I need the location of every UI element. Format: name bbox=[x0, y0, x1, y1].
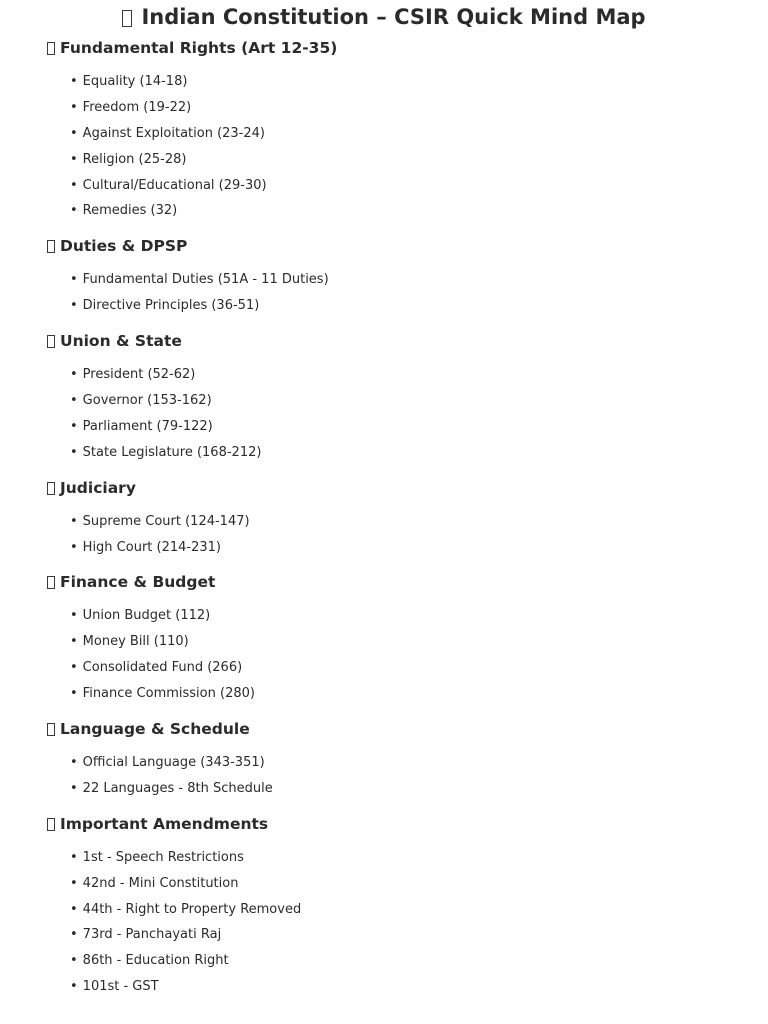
missing-glyph-icon bbox=[47, 240, 55, 253]
list-item-text: Parliament (79-122) bbox=[82, 418, 213, 434]
bullet: • bbox=[70, 875, 78, 891]
missing-glyph-icon bbox=[47, 818, 55, 831]
list-item-text: 86th - Education Right bbox=[82, 953, 229, 969]
section-language-schedule bbox=[47, 717, 768, 802]
bullet: • bbox=[70, 444, 78, 460]
section-union-state bbox=[47, 329, 768, 466]
list-item bbox=[70, 655, 768, 681]
page-title-text: Indian Constitution – CSIR Quick Mind Map bbox=[141, 5, 646, 29]
list-item-text: Cultural/Educational (29-30) bbox=[82, 177, 267, 193]
list-item bbox=[70, 173, 768, 199]
bullet: • bbox=[70, 979, 78, 995]
bullet: • bbox=[70, 953, 78, 969]
section-heading bbox=[47, 329, 768, 354]
bullet: • bbox=[70, 780, 78, 796]
list-item bbox=[70, 897, 768, 923]
bullet: • bbox=[70, 393, 78, 409]
section-finance-budget bbox=[47, 570, 768, 707]
section-list bbox=[70, 267, 768, 319]
section-judiciary bbox=[47, 476, 768, 561]
list-item bbox=[70, 845, 768, 871]
list-item-text: Governor (153-162) bbox=[82, 393, 212, 409]
bullet: • bbox=[70, 272, 78, 288]
list-item bbox=[70, 750, 768, 776]
bullet: • bbox=[70, 686, 78, 702]
section-heading bbox=[47, 570, 768, 595]
bullet: • bbox=[70, 901, 78, 917]
list-item bbox=[70, 414, 768, 440]
section-heading-text: Judiciary bbox=[60, 478, 136, 497]
bullet: • bbox=[70, 177, 78, 193]
section-heading-text: Important Amendments bbox=[60, 814, 269, 833]
list-item bbox=[70, 95, 768, 121]
bullet: • bbox=[70, 151, 78, 167]
section-list bbox=[70, 845, 768, 1000]
list-item-text: Supreme Court (124-147) bbox=[82, 513, 250, 529]
list-item bbox=[70, 922, 768, 948]
list-item bbox=[70, 121, 768, 147]
list-item-text: Money Bill (110) bbox=[82, 634, 189, 650]
missing-glyph-icon bbox=[47, 576, 55, 589]
section-heading bbox=[47, 36, 768, 61]
section-heading-text: Duties & DPSP bbox=[60, 237, 188, 256]
list-item-text: State Legislature (168-212) bbox=[82, 444, 262, 460]
list-item-text: Consolidated Fund (266) bbox=[82, 660, 243, 676]
section-list bbox=[70, 603, 768, 707]
section-heading-text: Union & State bbox=[60, 332, 182, 351]
list-item bbox=[70, 776, 768, 802]
list-item bbox=[70, 293, 768, 319]
list-item-text: 44th - Right to Property Removed bbox=[82, 901, 302, 917]
missing-glyph-icon bbox=[47, 42, 55, 55]
list-item-text: 22 Languages - 8th Schedule bbox=[82, 780, 273, 796]
list-item bbox=[70, 535, 768, 561]
bullet: • bbox=[70, 513, 78, 529]
list-item bbox=[70, 603, 768, 629]
page-title bbox=[0, 0, 768, 31]
list-item-text: Religion (25-28) bbox=[82, 151, 187, 167]
list-item bbox=[70, 440, 768, 466]
list-item-text: Against Exploitation (23-24) bbox=[82, 125, 265, 141]
list-item bbox=[70, 388, 768, 414]
section-list bbox=[70, 509, 768, 561]
bullet: • bbox=[70, 99, 78, 115]
bullet: • bbox=[70, 367, 78, 383]
bullet: • bbox=[70, 74, 78, 89]
list-item bbox=[70, 948, 768, 974]
list-item bbox=[70, 69, 768, 95]
bullet: • bbox=[70, 634, 78, 650]
list-item-text: 1st - Speech Restrictions bbox=[82, 849, 244, 865]
list-item bbox=[70, 681, 768, 707]
section-heading bbox=[47, 234, 768, 259]
list-item-text: Official Language (343-351) bbox=[82, 755, 265, 771]
list-item-text: Remedies (32) bbox=[82, 203, 178, 219]
section-heading bbox=[47, 812, 768, 837]
bullet: • bbox=[70, 298, 78, 314]
bullet: • bbox=[70, 539, 78, 555]
section-list bbox=[70, 69, 768, 224]
section-heading-text: Fundamental Rights (Art 12-35) bbox=[60, 39, 338, 57]
list-item bbox=[70, 198, 768, 224]
list-item-text: Directive Principles (36-51) bbox=[82, 298, 260, 314]
list-item bbox=[70, 629, 768, 655]
bullet: • bbox=[70, 927, 78, 943]
list-item-text: 73rd - Panchayati Raj bbox=[82, 927, 222, 943]
list-item-text: Finance Commission (280) bbox=[82, 686, 255, 702]
list-item bbox=[70, 362, 768, 388]
list-item-text: High Court (214-231) bbox=[82, 539, 221, 555]
list-item-text: 42nd - Mini Constitution bbox=[82, 875, 239, 891]
bullet: • bbox=[70, 203, 78, 219]
list-item-text: Equality (14-18) bbox=[82, 74, 188, 89]
section-list bbox=[70, 750, 768, 802]
missing-glyph-icon bbox=[47, 723, 55, 736]
section-heading-text: Language & Schedule bbox=[60, 720, 250, 739]
list-item-text: Freedom (19-22) bbox=[82, 99, 192, 115]
bullet: • bbox=[70, 849, 78, 865]
missing-glyph-icon bbox=[122, 10, 132, 27]
section-heading-text: Finance & Budget bbox=[60, 573, 216, 592]
list-item-text: President (52-62) bbox=[82, 367, 196, 383]
list-item bbox=[70, 267, 768, 293]
bullet: • bbox=[70, 608, 78, 624]
list-item-text: Union Budget (112) bbox=[82, 608, 211, 624]
section-heading bbox=[47, 476, 768, 501]
list-item-text: 101st - GST bbox=[82, 979, 159, 995]
list-item bbox=[70, 974, 768, 1000]
section-heading bbox=[47, 717, 768, 742]
section-list bbox=[70, 362, 768, 466]
bullet: • bbox=[70, 125, 78, 141]
section-duties-dpsp bbox=[47, 234, 768, 319]
bullet: • bbox=[70, 660, 78, 676]
missing-glyph-icon bbox=[47, 335, 55, 348]
section-fundamental-rights bbox=[47, 36, 768, 224]
list-item bbox=[70, 147, 768, 173]
list-item bbox=[70, 509, 768, 535]
missing-glyph-icon bbox=[47, 482, 55, 495]
list-item bbox=[70, 871, 768, 897]
section-important-amendments bbox=[47, 812, 768, 1000]
bullet: • bbox=[70, 418, 78, 434]
bullet: • bbox=[70, 755, 78, 771]
list-item-text: Fundamental Duties (51A - 11 Duties) bbox=[82, 272, 329, 288]
